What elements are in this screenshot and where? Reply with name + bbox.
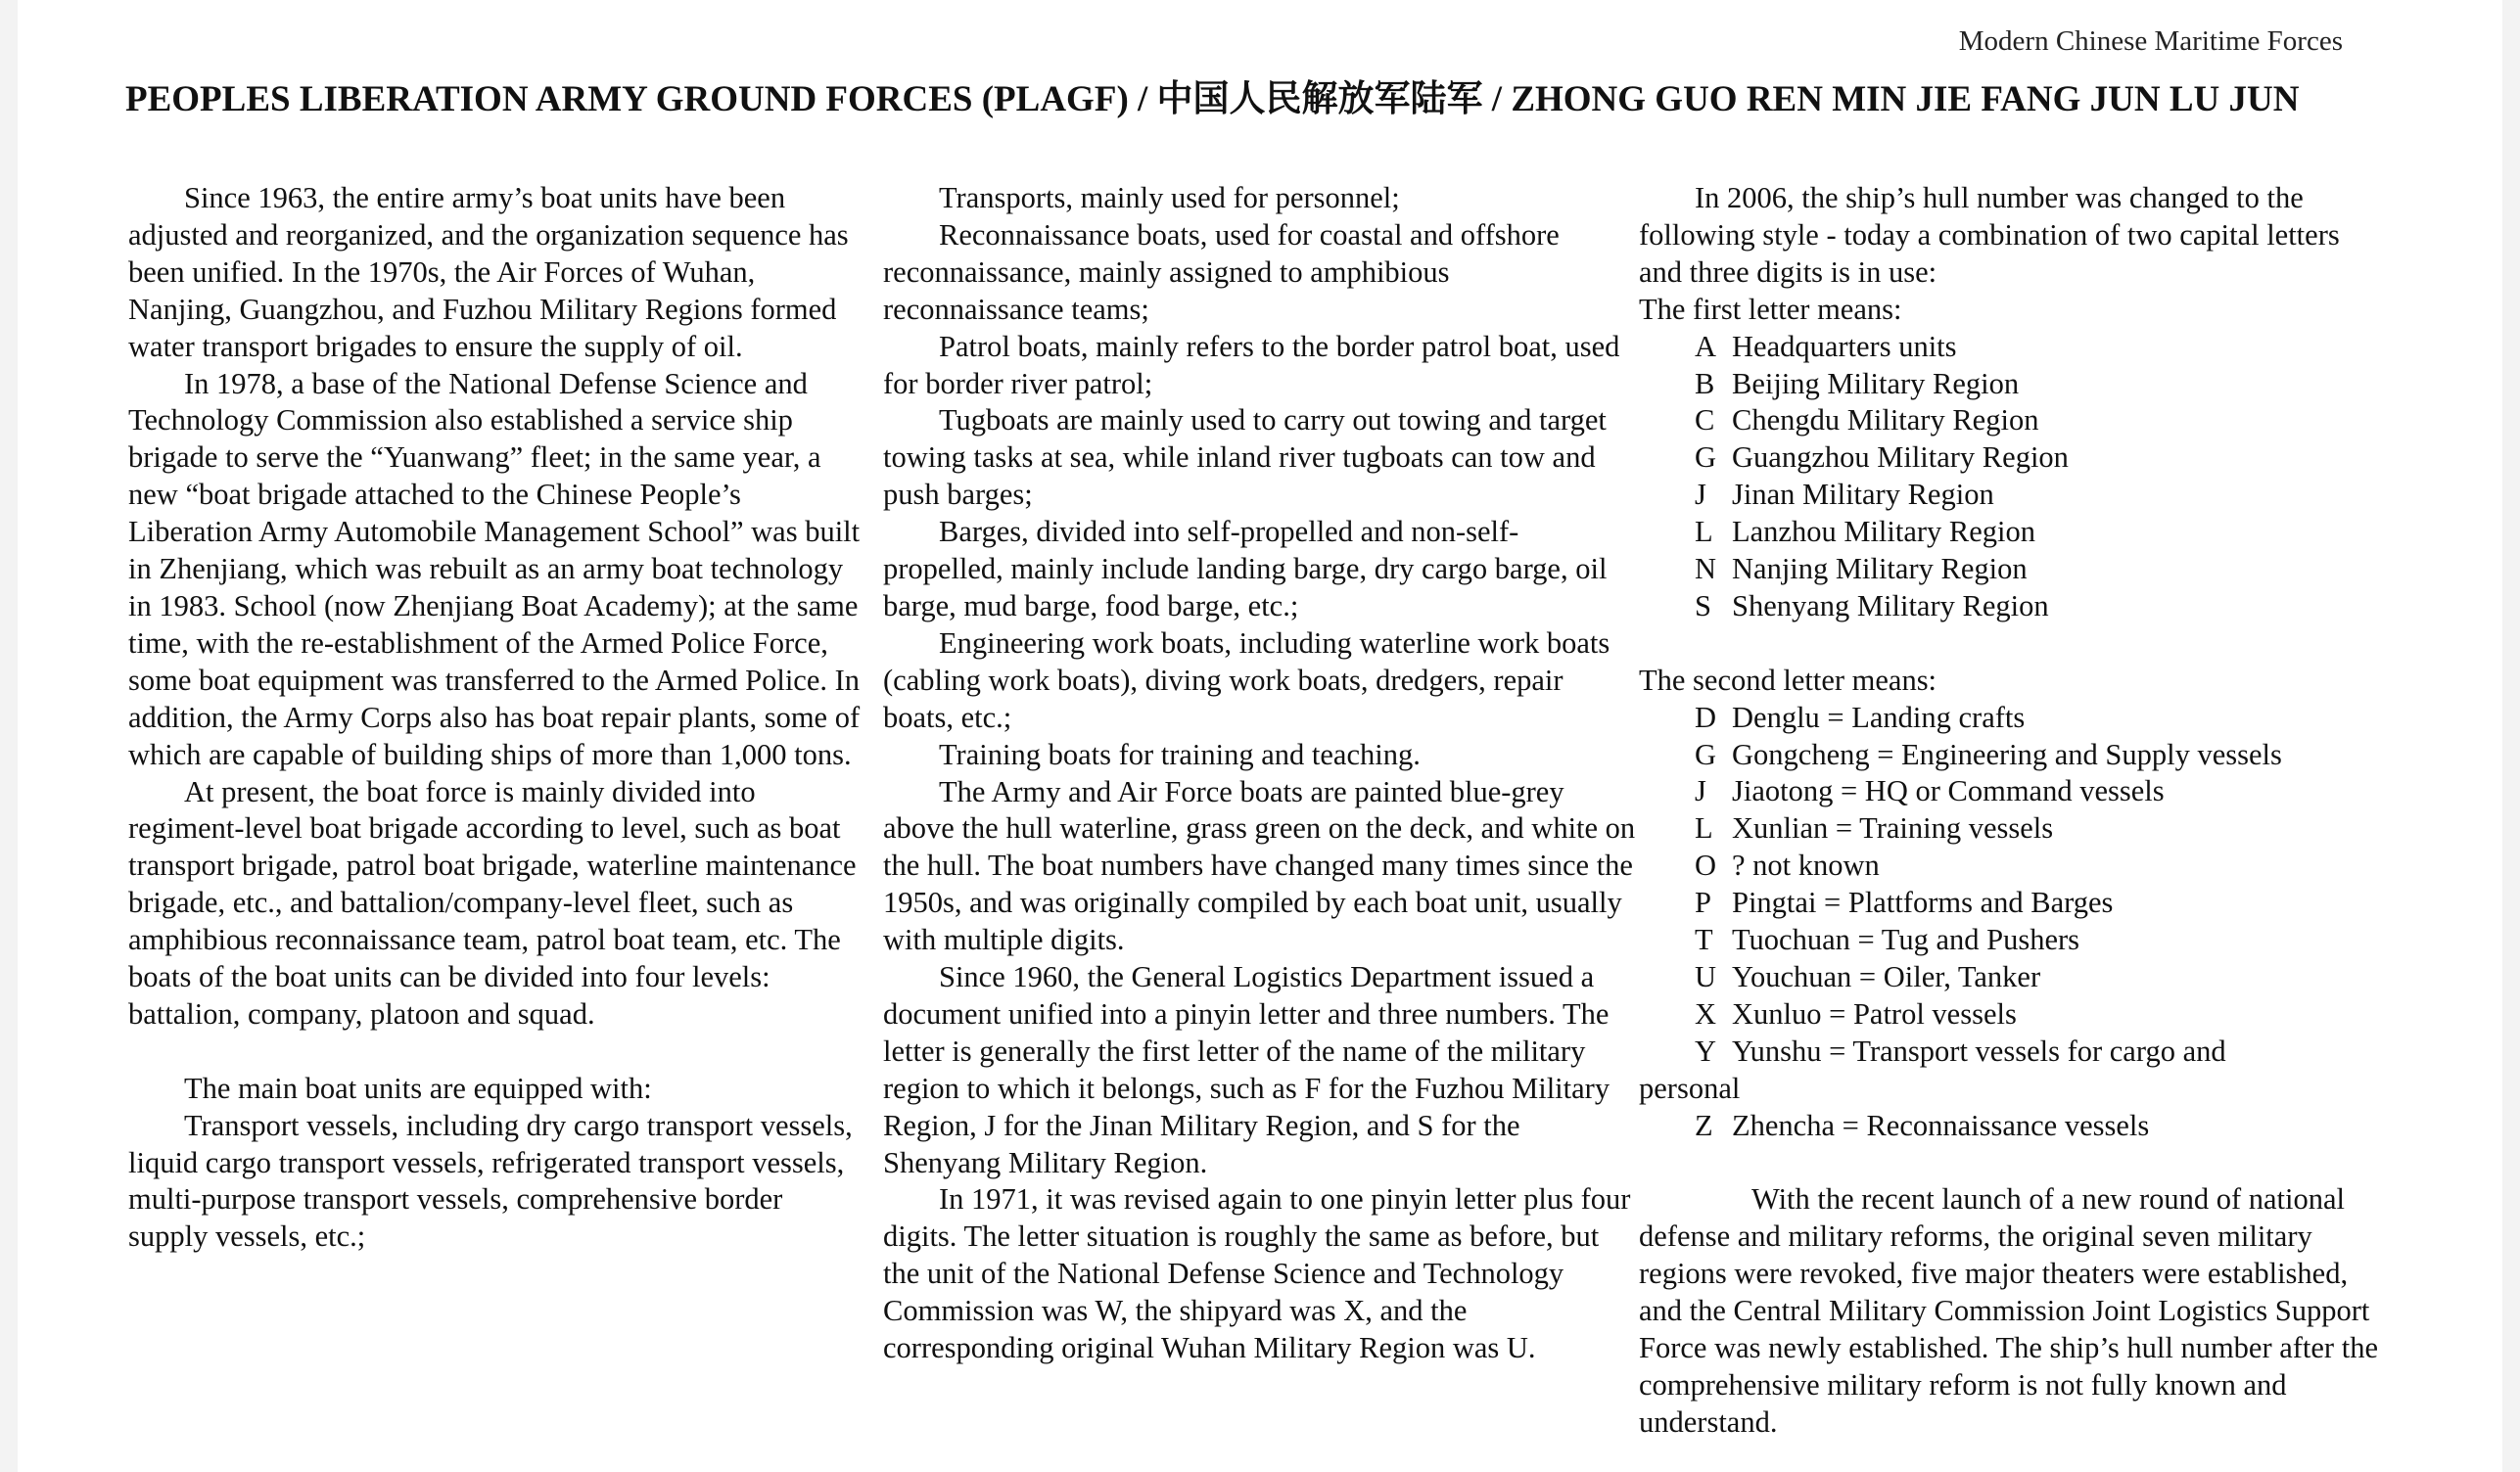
paragraph: Transports, mainly used for personnel; [939, 181, 1400, 214]
paragraph: With the recent launch of a new round of national defense and military reforms, the original seven military regions were revoked, five major theaters were established, and the Central Military Commission Joint Logistics Support Force was newly established. The ship’s hull number after the comprehensive military reform is not fully known and understand. [1639, 1182, 2378, 1439]
list-item [1639, 848, 2383, 885]
code-meaning: Shenyang Military Region [1732, 588, 2049, 622]
list-item [1639, 439, 2383, 477]
code-letter: J [1695, 478, 1706, 512]
code-meaning: Nanjing Military Region [1732, 552, 2028, 586]
page-title: PEOPLES LIBERATION ARMY GROUND FORCES (PLAGF) / 中国人民解放军陆军 / ZHONG GUO REN MIN JIE FANG JUN LU JUN [125, 79, 2300, 119]
code-letter: O [1695, 849, 1717, 883]
code-meaning: Gongcheng = Engineering and Supply vessels [1732, 737, 2282, 771]
list-item-continuation: personal [1639, 1071, 1741, 1105]
code-meaning: Xunlian = Training vessels [1732, 811, 2054, 846]
second-letter-list [1639, 700, 2383, 1145]
code-meaning: Tuochuan = Tug and Pushers [1732, 923, 2080, 957]
paragraph: Patrol boats, mainly refers to the border patrol boat, used for border river patrol; [883, 329, 1620, 400]
list-item [1639, 996, 2383, 1034]
code-letter: D [1695, 700, 1717, 734]
code-letter: G [1695, 737, 1717, 771]
code-meaning: Youchuan = Oiler, Tanker [1732, 960, 2041, 994]
code-letter: U [1695, 960, 1717, 994]
code-meaning: Headquarters units [1732, 329, 1957, 363]
list-heading: The first letter means: [1639, 292, 1902, 326]
list-item [1639, 329, 2383, 366]
code-meaning: Lanzhou Military Region [1732, 515, 2036, 549]
list-heading: The second letter means: [1639, 663, 1937, 697]
list-item [1639, 700, 2383, 737]
paragraph: In 1971, it was revised again to one pinyin letter plus four digits. The letter situation is roughly the same as before, but the unit of the National Defense Science and Technology Commission was W, the shipyard was X, and the corresponding original Wuhan Military Region was U. [883, 1182, 1631, 1365]
code-letter: A [1695, 329, 1717, 363]
paragraph: At present, the boat force is mainly divided into regiment-level boat brigade according to level, such as boat transport brigade, patrol boat brigade, waterline maintenance brigade, etc., and battalion/company-level fleet, such as amphibious reconnaissance team, patrol boat team, etc. The boats of the boat units can be divided into four levels: battalion, company, platoon and squad. [128, 774, 857, 1031]
paragraph: Engineering work boats, including waterline work boats (cabling work boats), diving work boats, dredgers, repair boats, etc.; [883, 625, 1610, 734]
code-letter: J [1695, 774, 1706, 808]
code-letter: P [1695, 886, 1711, 920]
list-item [1639, 922, 2383, 959]
code-letter: B [1695, 366, 1715, 400]
code-meaning: Guangzhou Military Region [1732, 440, 2069, 475]
code-meaning: Pingtai = Plattforms and Barges [1732, 886, 2114, 920]
code-meaning: Xunluo = Patrol vessels [1732, 996, 2017, 1031]
code-meaning: ? not known [1732, 849, 1880, 883]
list-item [1639, 1034, 2383, 1071]
code-letter: S [1695, 588, 1711, 622]
code-letter: L [1695, 515, 1713, 549]
list-item [1639, 402, 2383, 439]
code-letter: G [1695, 440, 1717, 475]
paragraph: In 2006, the ship’s hull number was changed to the following style - today a combination of two capital letters and three digits is in use: [1639, 181, 2340, 289]
text-column-2 [883, 180, 1637, 1367]
paragraph: The Army and Air Force boats are painted blue-grey above the hull waterline, grass green on the deck, and white on the hull. The boat numbers have changed many times since the 1950s, and was originally compiled by each boat unit, usually with multiple digits. [883, 774, 1636, 957]
list-item [1639, 477, 2383, 514]
text-column-3 [1639, 180, 2383, 1442]
paragraph: Training boats for training and teaching. [939, 737, 1421, 771]
code-letter: T [1695, 923, 1713, 957]
code-letter: L [1695, 811, 1713, 846]
paragraph: Since 1963, the entire army’s boat units have been adjusted and reorganized, and the organization sequence has been unified. In the 1970s, the Air Forces of Wuhan, Nanjing, Guangzhou, and Fuzhou Military Regions formed water transport brigades to ensure the supply of oil. [128, 181, 849, 363]
code-meaning: Yunshu = Transport vessels for cargo and [1732, 1034, 2226, 1068]
paragraph: Since 1960, the General Logistics Department issued a document unified into a pinyin letter and three numbers. The letter is generally the first letter of the name of the military region to which it belongs, such as F for the Fuzhou Military Region, J for the Jinan Military Region, and S for the Shenyang Military Region. [883, 960, 1610, 1179]
code-meaning: Chengdu Military Region [1732, 403, 2039, 437]
list-item [1639, 551, 2383, 588]
running-header: Modern Chinese Maritime Forces [1958, 25, 2343, 57]
first-letter-list [1639, 329, 2383, 625]
paragraph: In 1978, a base of the National Defense Science and Technology Commission also established a service ship brigade to serve the “Yuanwang” fleet; in the same year, a new “boat brigade attached to the Chinese People’s Liberation Army Automobile Management School” was built in Zhenjiang, which was rebuilt as an army boat technology in 1983. School (now Zhenjiang Boat Academy); at the same time, with the re-establishment of the Armed Police Force, some boat equipment was transferred to the Armed Police. In addition, the Army Corps also has boat repair plants, some of which are capable of building ships of more than 1,000 tons. [128, 366, 861, 771]
paragraph: The main boat units are equipped with: [184, 1071, 652, 1105]
list-item [1639, 366, 2383, 403]
list-item [1639, 1108, 2383, 1145]
code-meaning: Jinan Military Region [1732, 478, 1994, 512]
list-item [1639, 773, 2383, 810]
code-meaning: Denglu = Landing crafts [1732, 700, 2026, 734]
paragraph: Transport vessels, including dry cargo transport vessels, liquid cargo transport vessels, refrigerated transport vessels, multi-purpose transport vessels, comprehensive border supply vessels, etc.; [128, 1108, 853, 1254]
list-item [1639, 959, 2383, 996]
paragraph: Tugboats are mainly used to carry out towing and target towing tasks at sea, while inland river tugboats can tow and push barges; [883, 403, 1607, 512]
code-letter: N [1695, 552, 1717, 586]
code-meaning: Zhencha = Reconnaissance vessels [1732, 1108, 2150, 1142]
code-letter: Z [1695, 1108, 1713, 1142]
document-page [18, 0, 2502, 1472]
paragraph: Barges, divided into self-propelled and non-self-propelled, mainly include landing barge, dry cargo barge, oil barge, mud barge, food barge, etc.; [883, 515, 1608, 622]
list-item [1639, 737, 2383, 774]
code-meaning: Beijing Military Region [1732, 366, 2020, 400]
code-letter: Y [1695, 1034, 1717, 1068]
code-letter: X [1695, 996, 1717, 1031]
list-item [1639, 588, 2383, 625]
text-column-1 [128, 180, 863, 1256]
list-item [1639, 885, 2383, 922]
list-item [1639, 514, 2383, 551]
list-item [1639, 810, 2383, 848]
code-meaning: Jiaotong = HQ or Command vessels [1732, 774, 2165, 808]
code-letter: C [1695, 403, 1715, 437]
paragraph: Reconnaissance boats, used for coastal and offshore reconnaissance, mainly assigned to amphibious reconnaissance teams; [883, 217, 1560, 326]
